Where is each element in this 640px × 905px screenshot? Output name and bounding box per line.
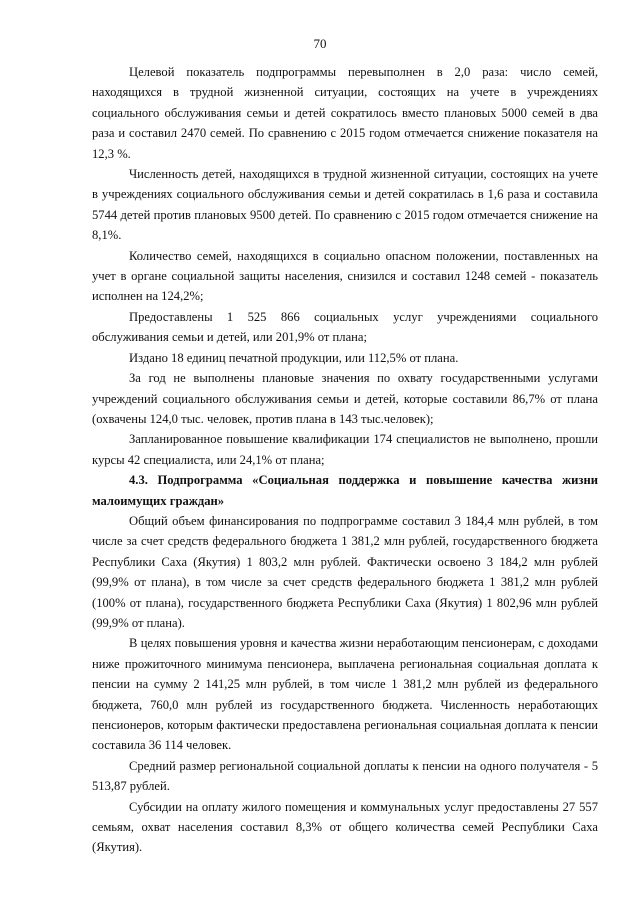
paragraph-average-supplement: Средний размер региональной социальной доплаты к пенсии на одного получателя - 5 513,87 рублей. [92,758,598,794]
paragraph-housing-subsidies: Субсидии на оплату жилого помещения и коммунальных услуг предоставлены 27 557 семьям, охват населения составил 8,3% от общего количества семей Республики Саха (Якутия). [92,799,598,855]
page-number: 70 [313,36,327,51]
paragraph-pension-supplement: В целях повышения уровня и качества жизни неработающим пенсионерам, с доходами ниже прожиточного минимума пенсионера, выплачена региональная социальная доплата к пенсии на сумму 2 141,25 млн рублей, в том числе 1 381,2 млн рублей из федерального бюджета, 760,0 млн рублей из государственного бюджета. Численность неработающих пенсионеров, которым фактически предоставлена региональная социальная доплата к пенсии составила 36 114 человек. [92,636,598,753]
section-heading: 4.3. Подпрограмма «Социальная поддержка и повышение качества жизни малоимущих граждан» [92,473,598,508]
paragraph-coverage: За год не выполнены плановые значения по охвату государственными услугами учреждений социального обслуживания семьи и детей, которые составили 86,7% от плана (охвачены 124,0 тыс. человек, против плана в 143 тыс.человек); [92,371,598,426]
paragraph-qualification: Запланированное повышение квалификации 174 специалистов не выполнено, прошли курсы 42 специалиста, или 24,1% от плана; [92,432,598,467]
paragraph-families-danger: Количество семей, находящихся в социально опасном положении, поставленных на учет в органе социальной защиты населения, снизился и составил 1248 семей - показатель исполнен на 124,2%; [92,248,598,304]
page-body [92,62,598,858]
paragraph-children-count: Численность детей, находящихся в трудной жизненной ситуации, состоящих на учете в учреждениях социального обслуживания семьи и детей сократилась в 1,6 раза и составила 5744 детей против плановых 9500 детей. По сравнению с 2015 годом отмечается снижение на 8,1%. [92,167,598,243]
paragraph-target-indicator: Целевой показатель подпрограммы перевыполнен в 2,0 раза: число семей, находящихся в трудной жизненной ситуации, состоящих на учете в учреждениях социального обслуживания семьи и детей сократилось вместо плановых 5000 семей в два раза и составил 2470 семей. По сравнению с 2015 годом отмечается снижение показателя на 12,3 %. [92,65,598,161]
paragraph-printed-products: Издано 18 единиц печатной продукции, или 112,5% от плана. [129,350,459,365]
paragraph-financing: Общий объем финансирования по подпрограмме составил 3 184,4 млн рублей, в том числе за счет средств федерального бюджета 1 381,2 млн рублей, государственного бюджета Республики Саха (Якутия) 1 803,2 млн рублей. Фактически освоено 3 184,2 млн рублей (99,9% от плана), в том числе за счет средств федерального бюджета 1 381,2 млн рублей (100% от плана), государственного бюджета Республики Саха (Якутия) 1 802,96 млн рублей (99,9% от плана). [92,513,598,630]
paragraph-social-services: Предоставлены 1 525 866 социальных услуг учреждениями социального обслуживания семьи и детей, или 201,9% от плана; [92,309,598,345]
